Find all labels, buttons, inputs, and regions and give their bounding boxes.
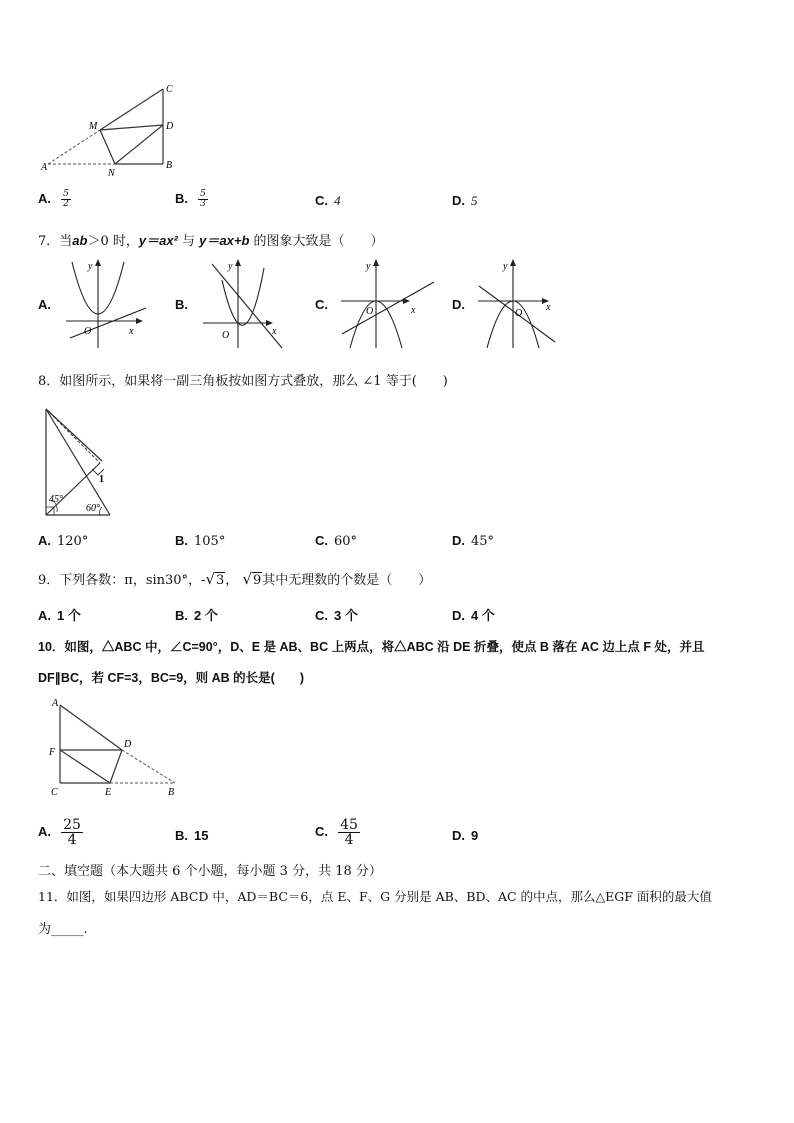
- q9-stem: 9．下列各数：π，sin30°，-√3， √9其中无理数的个数是（ ）: [38, 570, 432, 588]
- fig6-label-a: A: [41, 162, 48, 173]
- q8-angle-1: 1: [99, 474, 104, 485]
- q7a-axis-y: y: [88, 261, 93, 272]
- q9-option-b[interactable]: B. 2 个: [175, 608, 218, 623]
- q8-angle-60: 60°: [86, 503, 100, 514]
- q11-stem-line2: 为_____.: [38, 922, 88, 937]
- q10-label-a: A: [52, 698, 59, 709]
- q7b-axis-y: y: [228, 261, 233, 272]
- q8-option-a[interactable]: A. 120°: [38, 533, 89, 549]
- fig6-label-d: D: [166, 121, 174, 132]
- q8-option-c[interactable]: C. 60°: [315, 533, 358, 549]
- q10-option-a[interactable]: A. $\frac{25}{4}$: [38, 817, 81, 848]
- q7d-origin: O: [515, 308, 523, 319]
- fig6-label-c: C: [166, 84, 173, 95]
- section-2-title: 二、填空题（本大题共 6 个小题，每小题 3 分，共 18 分）: [38, 864, 382, 879]
- q6-option-d[interactable]: D. 5: [452, 193, 478, 208]
- q10-option-d[interactable]: D. 9: [452, 828, 479, 843]
- q7c-axis-x: x: [411, 305, 416, 316]
- q10-stem-line2: DF∥BC，若 CF=3，BC=9，则 AB 的长是( ): [38, 671, 304, 685]
- q7c-axis-y: y: [366, 261, 371, 272]
- q11-stem-line1: 11．如图，如果四边形 ABCD 中，AD＝BC＝6，点 E、F、G 分别是 AB、BD、AC 的中点，那么△EGF 面积的最大值: [38, 889, 712, 904]
- q6-option-a[interactable]: A. $\frac{5}{2}$: [38, 189, 69, 209]
- q10-label-b: B: [168, 787, 175, 798]
- fig6-label-b: B: [166, 160, 173, 171]
- q9-option-d[interactable]: D. 4 个: [452, 608, 495, 623]
- fig6-label-n: N: [108, 168, 115, 179]
- q7-option-d[interactable]: D.: [452, 297, 465, 312]
- q7b-origin: O: [222, 330, 230, 341]
- q8-option-d[interactable]: D. 45°: [452, 533, 495, 549]
- q7-option-a[interactable]: A.: [38, 297, 51, 312]
- q7-graph-d: [475, 256, 575, 351]
- q7-option-b[interactable]: B.: [175, 297, 188, 312]
- q10-label-e: E: [105, 787, 112, 798]
- q7-stem: 7．当ab＞0 时，y＝ax² 与 y＝ax+b 的图象大致是（ ）: [38, 233, 384, 249]
- q8-figure: [40, 403, 120, 521]
- q7d-axis-x: x: [546, 302, 551, 313]
- q9-option-c[interactable]: C. 3 个: [315, 608, 358, 623]
- q7-graph-c: [338, 256, 438, 351]
- q10-option-b[interactable]: B. 15: [175, 828, 209, 843]
- q10-option-c[interactable]: C. $\frac{45}{4}$: [315, 817, 358, 848]
- q8-option-b[interactable]: B. 105°: [175, 533, 226, 549]
- fig6-label-m: M: [89, 121, 98, 132]
- q8-stem: 8．如图所示，如果将一副三角板按如图方式叠放，那么 ∠1 等于( ): [38, 374, 448, 389]
- q10-label-f: F: [49, 747, 56, 758]
- q10-label-c: C: [51, 787, 58, 798]
- q6-figure: [40, 80, 190, 180]
- q7-graph-b: [200, 256, 295, 351]
- q6-option-b[interactable]: B. $\frac{5}{3}$: [175, 189, 206, 209]
- q7d-axis-y: y: [503, 261, 508, 272]
- q10-label-d: D: [124, 739, 132, 750]
- q10-stem-line1: 10．如图，△ABC 中，∠C=90°，D、E 是 AB、BC 上两点，将△ABC 沿 DE 折叠，使点 B 落在 AC 边上点 F 处，并且: [38, 640, 705, 654]
- q7c-origin: O: [366, 306, 374, 317]
- q7b-axis-x: x: [272, 326, 277, 337]
- q7a-origin: O: [84, 326, 92, 337]
- q7a-axis-x: x: [129, 326, 134, 337]
- q7-option-c[interactable]: C.: [315, 297, 328, 312]
- q8-angle-45: 45°: [49, 494, 63, 505]
- q10-figure: [40, 695, 185, 805]
- q9-option-a[interactable]: A. 1 个: [38, 608, 81, 623]
- q6-option-c[interactable]: C. 4: [315, 193, 341, 208]
- q7-graph-a: [60, 256, 155, 351]
